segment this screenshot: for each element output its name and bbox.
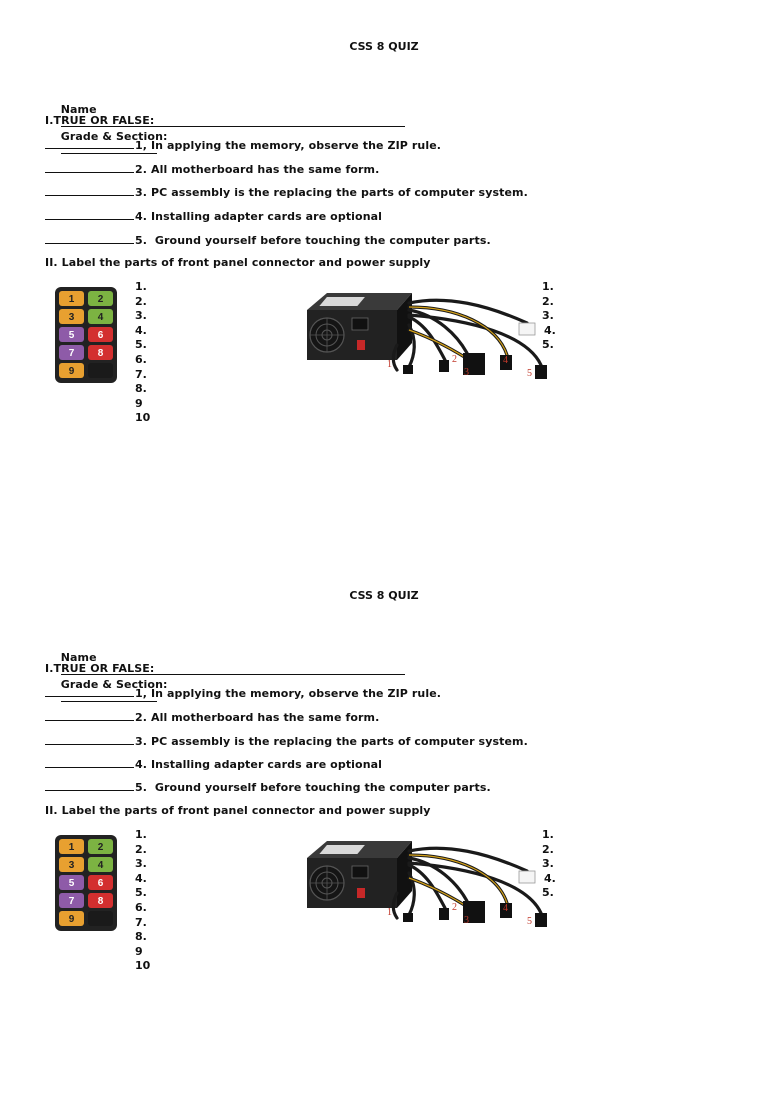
connector-answer-6: 6.: [135, 352, 147, 366]
connector-answer-7: 7.: [135, 367, 147, 381]
section1-heading: I.TRUE OR FALSE:: [45, 662, 155, 675]
psu-callout-5: 5: [527, 916, 532, 927]
psu-answer-1: 1.: [542, 280, 554, 293]
section2-heading: II. Label the parts of front panel connector and power supply: [45, 256, 431, 269]
connector-answer-6: 6.: [135, 900, 147, 914]
psu-answer-list: [542, 280, 556, 353]
answer-blank[interactable]: [45, 710, 134, 721]
tf-item-2: [45, 162, 379, 176]
tf-item-1: [45, 138, 441, 152]
pin-label: 5: [68, 878, 75, 889]
connector-answer-1: 1.: [135, 828, 147, 841]
psu-answer-3: 3.: [542, 309, 554, 323]
psu-answer-5: 5.: [542, 338, 554, 352]
pin-label: 1: [68, 294, 75, 305]
connector-answer-10: 10: [135, 959, 151, 973]
tf-item-5: [45, 233, 491, 247]
psu-callout-4: 4: [503, 355, 508, 366]
connector-answer-2: 2.: [135, 842, 147, 856]
pin-empty: [88, 911, 113, 926]
psu-callout-2: 2: [452, 902, 457, 913]
connector-answer-4: 4.: [135, 323, 147, 337]
tf-item-text: 3. PC assembly is the replacing the parts of computer system.: [135, 735, 528, 748]
pin-label: 2: [97, 294, 104, 305]
tf-item-1: [45, 686, 441, 700]
connector-answer-3: 3.: [135, 309, 147, 323]
connector-answer-8: 8.: [135, 382, 147, 396]
psu-callout-1: 1: [387, 907, 392, 918]
tf-item-4: [45, 209, 382, 223]
psu-callout-4: 4: [503, 903, 508, 914]
answer-blank[interactable]: [45, 780, 134, 791]
psu-answer-4: 4.: [544, 323, 556, 337]
answer-blank[interactable]: [45, 209, 134, 220]
quiz-sheet-1: [0, 0, 768, 548]
pin-label: 4: [97, 312, 104, 323]
tf-item-text: 1, In applying the memory, observe the ZIP rule.: [135, 139, 442, 152]
tf-item-text: 1, In applying the memory, observe the ZIP rule.: [135, 687, 442, 700]
pin-label: 2: [97, 842, 104, 853]
connector-answer-5: 5.: [135, 886, 147, 900]
tf-item-text: 5. Ground yourself before touching the computer parts.: [135, 781, 491, 794]
tf-item-text: 5. Ground yourself before touching the computer parts.: [135, 234, 491, 247]
pin-label: 6: [97, 878, 104, 889]
answer-blank[interactable]: [45, 138, 134, 149]
pin-label: 3: [68, 860, 75, 871]
power-supply-image: [297, 285, 552, 385]
psu-callout-1: 1: [387, 359, 392, 370]
name-label: Name: [60, 651, 97, 664]
pin-label: 5: [68, 330, 75, 341]
connector-answer-4: 4.: [135, 871, 147, 885]
pin-label: 3: [68, 312, 75, 323]
answer-blank[interactable]: [45, 734, 134, 745]
psu-answer-3: 3.: [542, 857, 554, 871]
psu-answer-2: 2.: [542, 842, 554, 856]
pin-label: 1: [68, 842, 75, 853]
connector-answer-8: 8.: [135, 930, 147, 944]
section1-heading: I.TRUE OR FALSE:: [45, 114, 155, 127]
connector-answer-2: 2.: [135, 294, 147, 308]
connector-answer-3: 3.: [135, 857, 147, 871]
connector-answer-7: 7.: [135, 915, 147, 929]
psu-answer-list: [542, 828, 556, 901]
connector-answer-1: 1.: [135, 280, 147, 293]
name-grade-row: [45, 638, 406, 718]
psu-callout-3: 3: [464, 915, 469, 926]
pin-label: 8: [97, 896, 104, 907]
tf-item-4: [45, 757, 382, 771]
pin-label: 9: [68, 366, 75, 377]
connector-answer-5: 5.: [135, 338, 147, 352]
tf-item-3: [45, 185, 528, 199]
pin-label: 4: [97, 860, 104, 871]
quiz-title: CSS 8 QUIZ: [349, 40, 419, 53]
connector-answer-list: [135, 280, 150, 426]
psu-answer-4: 4.: [544, 871, 556, 885]
answer-blank[interactable]: [45, 233, 134, 244]
front-panel-connector-image: [55, 835, 117, 931]
front-panel-connector-image: [55, 287, 117, 383]
quiz-title: CSS 8 QUIZ: [349, 589, 419, 602]
answer-blank[interactable]: [45, 757, 134, 768]
name-grade-row: [45, 90, 406, 170]
psu-callout-2: 2: [452, 354, 457, 365]
section2-heading: II. Label the parts of front panel connector and power supply: [45, 804, 431, 817]
pin-label: 9: [68, 914, 75, 925]
psu-answer-1: 1.: [542, 828, 554, 841]
pin-label: 7: [68, 348, 75, 359]
tf-item-2: [45, 710, 379, 724]
tf-item-text: 3. PC assembly is the replacing the parts of computer system.: [135, 186, 528, 199]
connector-answer-9: 9: [135, 396, 143, 410]
connector-answer-10: 10: [135, 411, 151, 425]
pin-empty: [88, 363, 113, 378]
psu-callout-5: 5: [527, 368, 532, 379]
connector-answer-list: [135, 828, 150, 974]
pin-label: 7: [68, 896, 75, 907]
tf-item-text: 2. All motherboard has the same form.: [135, 163, 380, 176]
tf-item-5: [45, 780, 491, 794]
psu-answer-2: 2.: [542, 294, 554, 308]
name-label: Name: [60, 103, 97, 116]
grade-section-label: Grade & Section:: [60, 130, 168, 143]
pin-label: 6: [97, 330, 104, 341]
answer-blank[interactable]: [45, 185, 134, 196]
tf-item-text: 4. Installing adapter cards are optional: [135, 210, 383, 223]
connector-answer-9: 9: [135, 944, 143, 958]
answer-blank[interactable]: [45, 162, 134, 173]
grade-section-label: Grade & Section:: [60, 678, 168, 691]
answer-blank[interactable]: [45, 686, 134, 697]
pin-label: 8: [97, 348, 104, 359]
quiz-sheet-2: [0, 549, 768, 1097]
tf-item-text: 2. All motherboard has the same form.: [135, 711, 380, 724]
power-supply-image: [297, 833, 552, 933]
psu-answer-5: 5.: [542, 886, 554, 900]
tf-item-3: [45, 734, 528, 748]
tf-item-text: 4. Installing adapter cards are optional: [135, 758, 383, 771]
psu-callout-3: 3: [464, 367, 469, 378]
